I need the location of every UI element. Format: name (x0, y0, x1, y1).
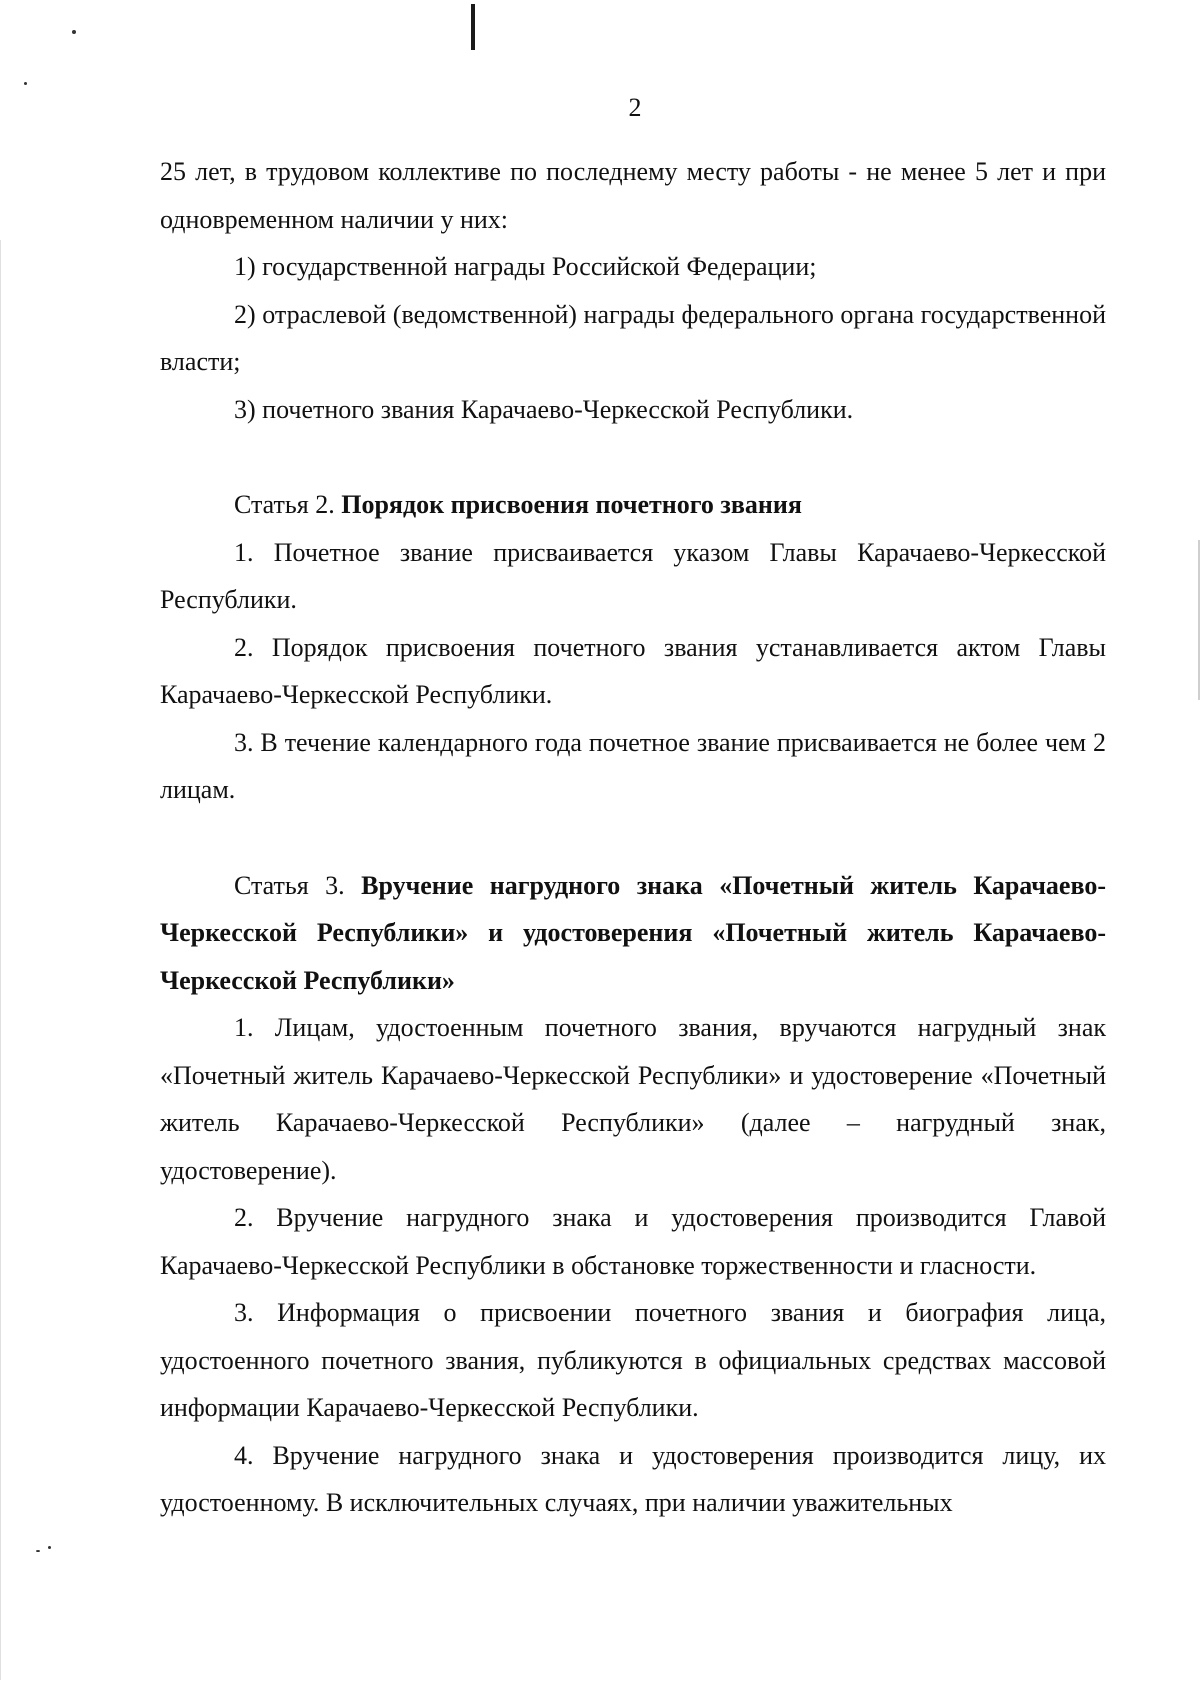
section-gap (160, 814, 1106, 862)
article-3-heading (160, 862, 1106, 1005)
paragraph-continuation: 25 лет, в трудовом коллективе по последнему месту работы - не менее 5 лет и при одновременном наличии у них: (160, 157, 1106, 234)
article-2-title: Порядок присвоения почетного звания (341, 490, 802, 519)
scan-speck (72, 30, 76, 34)
article-2-item: 3. В течение календарного года почетное звание присваивается не более чем 2 лицам. (160, 727, 1106, 804)
scan-speck (48, 1546, 51, 1549)
article-3-item: 1. Лицам, удостоенным почетного звания, вручаются нагрудный знак «Почетный житель Карачаево-Черкесской Республики» и удостоверение «Почетный житель Карачаево-Черкесской Республики» (далее – нагрудный знак, удостоверение). (160, 1013, 1106, 1185)
list-item: 3) почетного звания Карачаево-Черкесской Республики. (234, 394, 854, 424)
list-item: 2) отраслевой (ведомственной) награды федерального органа государственной власти; (160, 299, 1106, 376)
article-3-item: 2. Вручение нагрудного знака и удостоверения производится Главой Карачаево-Черкесской Республики в обстановке торжественности и гласности. (160, 1203, 1106, 1280)
scan-artifact-bar (471, 4, 475, 50)
article-3-item: 3. Информация о присвоении почетного звания и биография лица, удостоенного почетного звания, публикуются в официальных средствах массовой информации Карачаево-Черкесской Республики. (160, 1298, 1106, 1422)
article-3-item: 4. Вручение нагрудного знака и удостоверения производится лицу, их удостоенному. В исключительных случаях, при наличии уважительных (160, 1440, 1106, 1517)
page-number: 2 (628, 93, 642, 122)
article-2-item: 2. Порядок присвоения почетного звания устанавливается актом Главы Карачаево-Черкесской Республики. (160, 632, 1106, 709)
article-3-title: Вручение нагрудного знака «Почетный житель Карачаево-Черкесской Республики» и удостоверения «Почетный житель Карачаево-Черкесской Республики» (160, 870, 1106, 995)
article-2-heading (160, 481, 1106, 529)
list-item: 1) государственной награды Российской Федерации; (234, 252, 817, 281)
article-2-prefix: Статья 2. (234, 490, 335, 519)
scan-left-edge (0, 240, 1, 1680)
article-2-item: 1. Почетное звание присваивается указом Главы Карачаево-Черкесской Республики. (160, 537, 1106, 614)
article-3-prefix: Статья 3. (234, 870, 345, 900)
section-gap (160, 433, 1106, 481)
scan-speck (24, 82, 27, 85)
scan-speck (36, 1550, 40, 1552)
document-body (160, 148, 1106, 1527)
